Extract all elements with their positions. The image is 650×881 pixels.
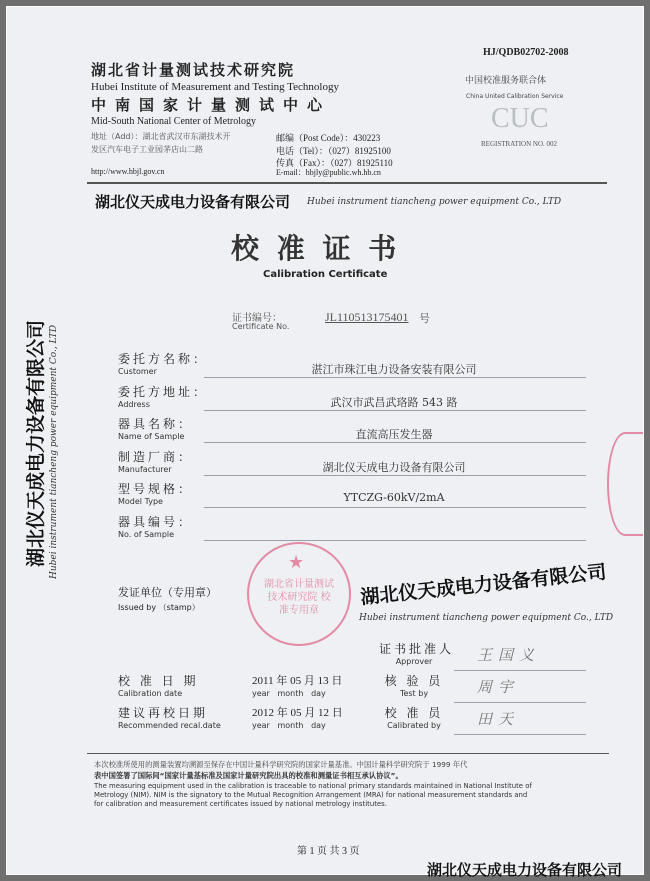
watermark-bottom-right: 湖北仪天成电力设备有限公司 xyxy=(427,861,623,879)
address-line-2: 发区汽车电子工业园茅店山二路 xyxy=(91,145,203,154)
signature-label-en: Approver xyxy=(395,657,433,666)
date-label-en: Recommended recal.date xyxy=(118,721,221,730)
website: http://www.hbjl.gov.cn xyxy=(91,167,165,176)
field-label-cn: 器具名称： xyxy=(118,417,194,431)
note-cn-2: 表中国签署了国际间“国家计量基标准及国家计量研究院出具的校准和测量证书相互承认协议”。 xyxy=(94,771,403,780)
header-divider xyxy=(87,182,607,184)
postcode: 邮编（Post Code）：430223 xyxy=(276,133,381,143)
field-underline xyxy=(204,410,586,411)
center-name-en: Mid-South National Center of Metrology xyxy=(91,116,256,127)
issued-by-label-cn: 发证单位（专用章） xyxy=(118,586,217,599)
field-label-en: Address xyxy=(118,399,150,409)
field-value: 直流高压发生器 xyxy=(355,428,433,441)
signature-label-en: Calibrated by xyxy=(387,721,441,730)
date-label-cn: 建议再校日期 xyxy=(118,706,209,720)
registration-number: REGISTRATION NO. 002 xyxy=(481,140,558,148)
certificate-page xyxy=(6,6,644,879)
date-value: 2011 年 05 月 13 日 xyxy=(252,675,343,687)
note-cn-1: 本次校准所使用的测量装置均溯源至保存在中国计量科学研究院的国家计量基准。中国计量科学研究院于 1999 年代 xyxy=(94,760,468,769)
title-en: Calibration Certificate xyxy=(263,269,388,280)
field-label-cn: 制造厂商： xyxy=(118,449,194,464)
watermark-top-left: 湖北仪天成电力设备有限公司 xyxy=(95,193,291,211)
field-value: 湛江市珠江电力设备安装有限公司 xyxy=(311,363,477,376)
center-name-cn: 中南国家计量测试中心 xyxy=(91,96,332,114)
watermark-lower-en: Hubei instrument tiancheng power equipment Co., LTD xyxy=(49,324,59,579)
watermark-middle-en: Hubei instrument tiancheng power equipment Co., LTD xyxy=(359,613,614,623)
standard-code: HJ/QDB02702-2008 xyxy=(483,47,569,58)
date-units: year month day xyxy=(252,689,326,698)
certificate-number: JL110513175401 xyxy=(325,310,409,324)
page-indicator: 第 1 页 共 3 页 xyxy=(297,846,360,857)
footer-divider xyxy=(87,753,609,754)
handwritten-signature: 王国义 xyxy=(477,648,541,664)
cuc-logo: CUC xyxy=(491,103,549,134)
signature-line xyxy=(454,670,586,671)
note-en-2: Metrology (NIM). NIM is the signatory to the Mutual Recognition Arrangement (MRA) for national measurement standards and xyxy=(94,791,528,799)
field-label-en: Customer xyxy=(118,367,157,376)
partial-stamp xyxy=(607,432,643,536)
field-label-cn: 委托方名称： xyxy=(118,352,209,366)
field-value: 湖北仪天成电力设备有限公司 xyxy=(322,460,466,474)
field-value: 武汉市武昌武珞路 543 路 xyxy=(330,395,458,409)
cert-no-label-en: Certificate No. xyxy=(232,322,290,331)
field-label-cn: 器具编号： xyxy=(118,514,194,529)
signature-label-cn: 校 准 员 xyxy=(384,706,444,720)
field-label-cn: 型号规格： xyxy=(118,482,194,496)
signature-label-cn: 证书批准人 xyxy=(379,642,455,656)
field-label-en: No. of Sample xyxy=(118,529,175,539)
field-label-en: Name of Sample xyxy=(118,432,185,441)
date-value: 2012 年 05 月 12 日 xyxy=(252,707,343,719)
field-underline xyxy=(204,377,586,378)
field-value: YTCZG-60kV/2mA xyxy=(343,491,445,504)
watermark-middle: 湖北仪天成电力设备有限公司 xyxy=(359,561,608,609)
address-line-1: 地址（Add）：湖北省武汉市东湖技术开 xyxy=(91,132,231,141)
cuc-name-en: China United Calibration Service xyxy=(466,93,564,100)
field-label-cn: 委托方地址： xyxy=(118,384,209,399)
telephone: 电话（Tel）：（027）81925100 xyxy=(276,146,391,156)
field-underline xyxy=(204,442,586,443)
stamp-text: 湖北省计量测试技术研究院 校准专用章 xyxy=(264,579,334,616)
field-underline xyxy=(204,540,586,541)
handwritten-signature: 周宇 xyxy=(477,680,520,696)
institute-name-en: Hubei Institute of Measurement and Testing Technology xyxy=(91,81,339,93)
institute-name-cn: 湖北省计量测试技术研究院 xyxy=(91,61,296,79)
date-units: year month day xyxy=(252,721,326,730)
signature-label-en: Test by xyxy=(399,689,429,698)
signature-label-cn: 核 验 员 xyxy=(384,674,444,688)
watermark-lower: 湖北仪天成电力设备有限公司 xyxy=(25,319,47,567)
field-label-en: Manufacturer xyxy=(118,464,172,474)
title-cn: 校 准 证 书 xyxy=(231,232,401,265)
signature-line xyxy=(454,734,586,735)
email: E-mail：hbjly@public.wh.hb.cn xyxy=(276,168,381,177)
date-label-cn: 校 准 日 期 xyxy=(118,674,199,688)
calibration-stamp xyxy=(247,542,351,646)
cert-no-suffix: 号 xyxy=(419,312,430,325)
fax: 传真（Fax）：（027）81925110 xyxy=(276,158,393,168)
date-label-en: Calibration date xyxy=(118,689,183,698)
issued-by-label-en: Issued by （stamp） xyxy=(118,603,200,612)
cert-no-label-cn: 证书编号： xyxy=(232,313,282,324)
field-underline xyxy=(204,475,586,476)
watermark-top-left-en: Hubei instrument tiancheng power equipment Co., LTD xyxy=(307,197,562,207)
note-en-3: for calibration and measurement certificates issued by national metrology institutes. xyxy=(94,800,387,808)
stamp-star-icon: ★ xyxy=(288,552,305,573)
note-en-1: The measuring equipment used in the calibration is traceable to national primary standards maintained in National Institute of xyxy=(94,782,532,790)
field-label-en: Model Type xyxy=(118,497,163,506)
cuc-name-cn: 中国校准服务联合体 xyxy=(465,76,547,86)
field-underline xyxy=(204,507,586,508)
signature-line xyxy=(454,702,586,703)
handwritten-signature: 田天 xyxy=(477,712,520,728)
